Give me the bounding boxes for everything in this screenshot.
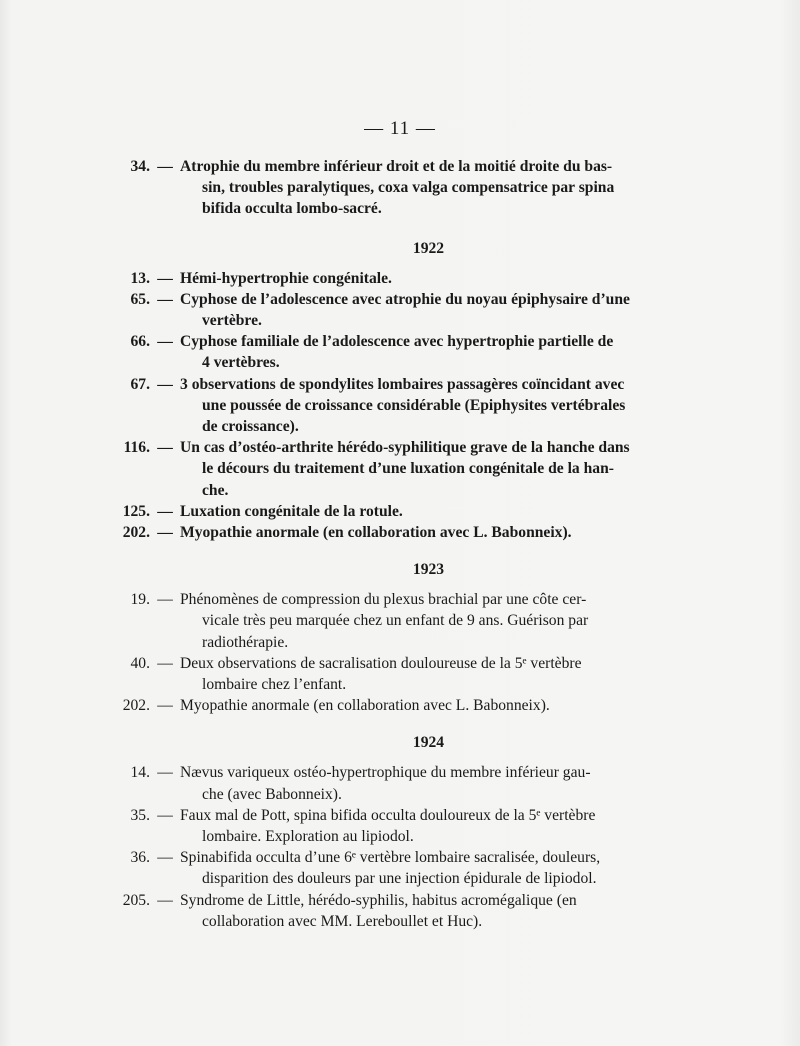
entry-dash: —	[157, 269, 173, 287]
entry-number: 34.	[130, 158, 150, 175]
entry-line: Myopathie anormale (en collaboration avec L. Babonneix).	[180, 697, 550, 715]
entry-number: 202.	[122, 697, 150, 715]
entry-text	[180, 501, 707, 522]
entry-text	[180, 805, 707, 847]
entry-text	[180, 289, 707, 331]
entry-dash: —	[157, 891, 173, 909]
entry-dash: —	[157, 375, 173, 393]
publication-entry	[112, 156, 707, 220]
entry-line: Faux mal de Pott, spina bifida occulta douloureux de la 5ᵉ vertèbre	[180, 806, 596, 824]
entry-text	[180, 762, 707, 804]
entry-line: de croissance).	[202, 418, 299, 436]
publication-entry	[112, 589, 707, 653]
entry-dash: —	[157, 333, 173, 351]
entry-text	[180, 890, 707, 932]
publication-entry	[112, 847, 707, 889]
entry-dash: —	[157, 764, 173, 782]
entry-number: 202.	[122, 524, 150, 542]
entry-text	[180, 437, 707, 501]
entry-line: lombaire chez l’enfant.	[202, 676, 347, 694]
year-heading: 1924	[412, 734, 445, 752]
entry-dash: —	[157, 806, 173, 824]
entry-number: 35.	[130, 806, 150, 824]
entry-line: Myopathie anormale (en collaboration avec L. Babonneix).	[180, 524, 572, 542]
entry-number: 40.	[130, 654, 150, 672]
entry-line: disparition des douleurs par une injection épidurale de lipiodol.	[202, 870, 597, 888]
publication-entry	[112, 437, 707, 501]
entry-text	[180, 695, 707, 716]
entry-line: Cyphose familiale de l’adolescence avec hypertrophie partielle de	[180, 333, 614, 351]
entry-number: 36.	[130, 849, 150, 867]
entry-dash: —	[157, 502, 173, 520]
entry-number: 125.	[122, 502, 150, 520]
entry-line: Luxation congénitale de la rotule.	[180, 502, 403, 520]
entry-line: sin, troubles paralytiques, coxa valga compensatrice par spina	[202, 179, 615, 197]
entry-dash: —	[157, 697, 173, 715]
entry-line: che.	[202, 481, 229, 499]
entry-line: Phénomènes de compression du plexus brachial par une côte cer-	[180, 591, 587, 609]
year-heading: 1923	[412, 561, 445, 579]
entry-line: lombaire. Exploration au lipiodol.	[202, 828, 414, 846]
publication-entry	[112, 653, 707, 695]
entry-number: 67.	[130, 375, 150, 393]
entry-line: le décours du traitement d’une luxation congénitale de la han-	[202, 460, 614, 478]
publication-entry	[112, 890, 707, 932]
entry-text	[180, 847, 707, 889]
entry-line: radiothérapie.	[202, 633, 289, 651]
entry-text	[180, 522, 707, 543]
entry-line: Cyphose de l’adolescence avec atrophie du noyau épiphysaire d’une	[180, 290, 630, 308]
entry-number: 19.	[130, 591, 150, 609]
entry-number: 65.	[130, 290, 150, 308]
entry-line: Un cas d’ostéo-arthrite hérédo-syphilitique grave de la hanche dans	[180, 439, 630, 457]
entry-dash: —	[157, 591, 173, 609]
entry-number: 205.	[122, 891, 150, 909]
entry-line: collaboration avec MM. Lereboullet et Huc).	[202, 912, 483, 930]
entry-text	[180, 374, 707, 438]
entry-line: Atrophie du membre inférieur droit et de la moitié droite du bas-	[180, 158, 613, 175]
publication-entry	[112, 522, 707, 543]
publication-entry	[112, 289, 707, 331]
entry-line: 4 vertèbres.	[202, 354, 280, 372]
publication-entry	[112, 501, 707, 522]
entry-line: Deux observations de sacralisation douloureuse de la 5ᵉ vertèbre	[180, 654, 582, 672]
entry-number: 66.	[130, 333, 150, 351]
entry-text	[180, 156, 707, 220]
entry-dash: —	[157, 290, 173, 308]
entry-text	[180, 331, 707, 373]
publication-entry	[112, 695, 707, 716]
entry-line: Nævus variqueux ostéo-hypertrophique du membre inférieur gau-	[180, 764, 591, 782]
entry-dash: —	[157, 524, 173, 542]
publication-entry	[112, 374, 707, 438]
entry-text	[180, 653, 707, 695]
page-number: — 11 —	[364, 118, 436, 139]
entry-line: une poussée de croissance considérable (Epiphysites vertébrales	[202, 396, 626, 414]
entry-line: vertèbre.	[202, 312, 262, 330]
publication-entry	[112, 762, 707, 804]
entry-line: Syndrome de Little, hérédo-syphilis, habitus acromégalique (en	[180, 891, 577, 909]
entry-dash: —	[157, 158, 173, 175]
entry-dash: —	[157, 439, 173, 457]
entry-line: che (avec Babonneix).	[202, 785, 342, 803]
publication-entry	[112, 805, 707, 847]
entry-number: 14.	[130, 764, 150, 782]
entry-dash: —	[157, 654, 173, 672]
entry-number: 13.	[130, 269, 150, 287]
publication-entry	[112, 331, 707, 373]
publication-list	[112, 156, 707, 932]
entry-text	[180, 589, 707, 653]
publication-entry	[112, 268, 707, 289]
entry-dash: —	[157, 849, 173, 867]
entry-line: 3 observations de spondylites lombaires passagères coïncidant avec	[180, 375, 625, 393]
entry-text	[180, 268, 707, 289]
entry-line: bifida occulta lombo-sacré.	[202, 200, 382, 218]
year-heading: 1922	[412, 239, 445, 257]
entry-number: 116.	[123, 439, 150, 457]
entry-line: Spinabifida occulta d’une 6ᵉ vertèbre lombaire sacralisée, douleurs,	[180, 849, 601, 867]
entry-line: Hémi-hypertrophie congénitale.	[180, 269, 392, 287]
entry-line: vicale très peu marquée chez un enfant de 9 ans. Guérison par	[202, 612, 589, 630]
